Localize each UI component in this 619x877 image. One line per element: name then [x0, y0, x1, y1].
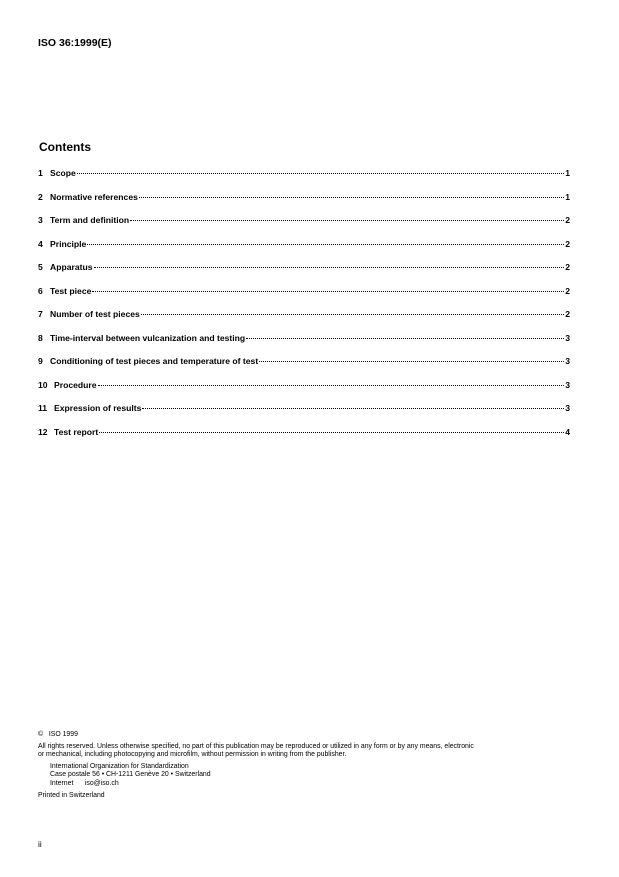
toc-entry-title: Procedure	[54, 379, 97, 390]
page-number: ii	[38, 839, 42, 849]
rights-statement-line-1: All rights reserved. Unless otherwise specified, no part of this publication may be reproduced or utilized in any form or by any means, electronic	[38, 742, 474, 750]
toc-entry-page: 2	[565, 215, 570, 225]
toc-entry-title: Number of test pieces	[50, 309, 140, 319]
toc-entry-time-interval[interactable]	[38, 331, 570, 355]
toc-entry-page: 3	[565, 403, 570, 413]
toc-entry-page: 4	[565, 426, 570, 437]
toc-entry-expression-of-results[interactable]	[38, 401, 570, 425]
rights-statement-line-2: or mechanical, including photocopying and microfilm, without permission in writing from the publisher.	[38, 751, 347, 759]
toc-dot-leader	[99, 425, 564, 435]
toc-dot-leader	[259, 354, 564, 364]
toc-entry-page: 2	[565, 238, 570, 249]
toc-dot-leader	[92, 284, 564, 294]
toc-entry-title: Principle	[50, 238, 87, 249]
toc-entry-number: 12	[38, 426, 48, 437]
copyright-line: © ISO 1999	[38, 731, 78, 738]
toc-entry-page: 2	[565, 285, 570, 296]
toc-entry-number-of-test-pieces[interactable]	[38, 307, 570, 331]
toc-dot-leader	[98, 378, 565, 388]
toc-entry-number: 4	[38, 238, 43, 249]
toc-entry-title: Normative references	[50, 191, 138, 202]
toc-entry-number: 2	[38, 191, 43, 202]
toc-entry-scope[interactable]	[38, 166, 570, 190]
toc-dot-leader	[87, 237, 564, 247]
toc-entry-conditioning[interactable]	[38, 354, 570, 378]
toc-entry-title: Scope	[50, 168, 76, 178]
toc-entry-number: 1	[38, 168, 43, 178]
organization-internet: Internet iso@iso.ch	[50, 779, 119, 787]
toc-entry-page: 3	[565, 356, 570, 366]
toc-entry-page: 3	[565, 332, 570, 343]
toc-dot-leader	[142, 401, 564, 411]
toc-dot-leader	[77, 166, 564, 176]
toc-entry-title: Conditioning of test pieces and temperature of test	[50, 356, 259, 366]
toc-entry-principle[interactable]	[38, 237, 570, 261]
toc-entry-number: 6	[38, 285, 43, 296]
toc-entry-title: Test report	[54, 426, 99, 437]
table-of-contents	[38, 166, 570, 448]
document-id: ISO 36:1999(E)	[38, 37, 112, 49]
toc-entry-page: 2	[565, 262, 570, 272]
toc-entry-page: 1	[565, 191, 570, 202]
toc-entry-title: Apparatus	[50, 262, 93, 272]
printed-in: Printed in Switzerland	[38, 791, 105, 799]
toc-entry-title: Test piece	[50, 285, 92, 296]
toc-entry-page: 1	[565, 168, 570, 178]
toc-dot-leader	[246, 331, 564, 341]
toc-entry-test-piece[interactable]	[38, 284, 570, 308]
toc-entry-number: 9	[38, 356, 43, 366]
toc-dot-leader	[94, 260, 565, 270]
toc-entry-number: 5	[38, 262, 43, 272]
toc-entry-title: Time-interval between vulcanization and testing	[50, 332, 246, 343]
organization-name: International Organization for Standardization	[50, 762, 189, 770]
toc-entry-number: 11	[38, 403, 48, 413]
toc-entry-page: 2	[565, 309, 570, 319]
toc-dot-leader	[141, 307, 564, 317]
organization-address: Case postale 56 • CH-1211 Genève 20 • Switzerland	[50, 771, 211, 779]
toc-entry-term-and-definition[interactable]	[38, 213, 570, 237]
toc-entry-number: 7	[38, 309, 43, 319]
toc-entry-title: Term and definition	[50, 215, 130, 225]
toc-entry-apparatus[interactable]	[38, 260, 570, 284]
toc-entry-number: 8	[38, 332, 43, 343]
toc-entry-number: 10	[38, 379, 48, 390]
contents-heading: Contents	[39, 140, 91, 154]
toc-entry-number: 3	[38, 215, 43, 225]
toc-dot-leader	[130, 213, 564, 223]
toc-entry-page: 3	[565, 379, 570, 390]
toc-entry-test-report[interactable]	[38, 425, 570, 449]
copyright-notice	[38, 731, 583, 800]
toc-entry-title: Expression of results	[54, 403, 142, 413]
toc-dot-leader	[139, 190, 564, 200]
toc-entry-normative-references[interactable]	[38, 190, 570, 214]
toc-entry-procedure[interactable]	[38, 378, 570, 402]
